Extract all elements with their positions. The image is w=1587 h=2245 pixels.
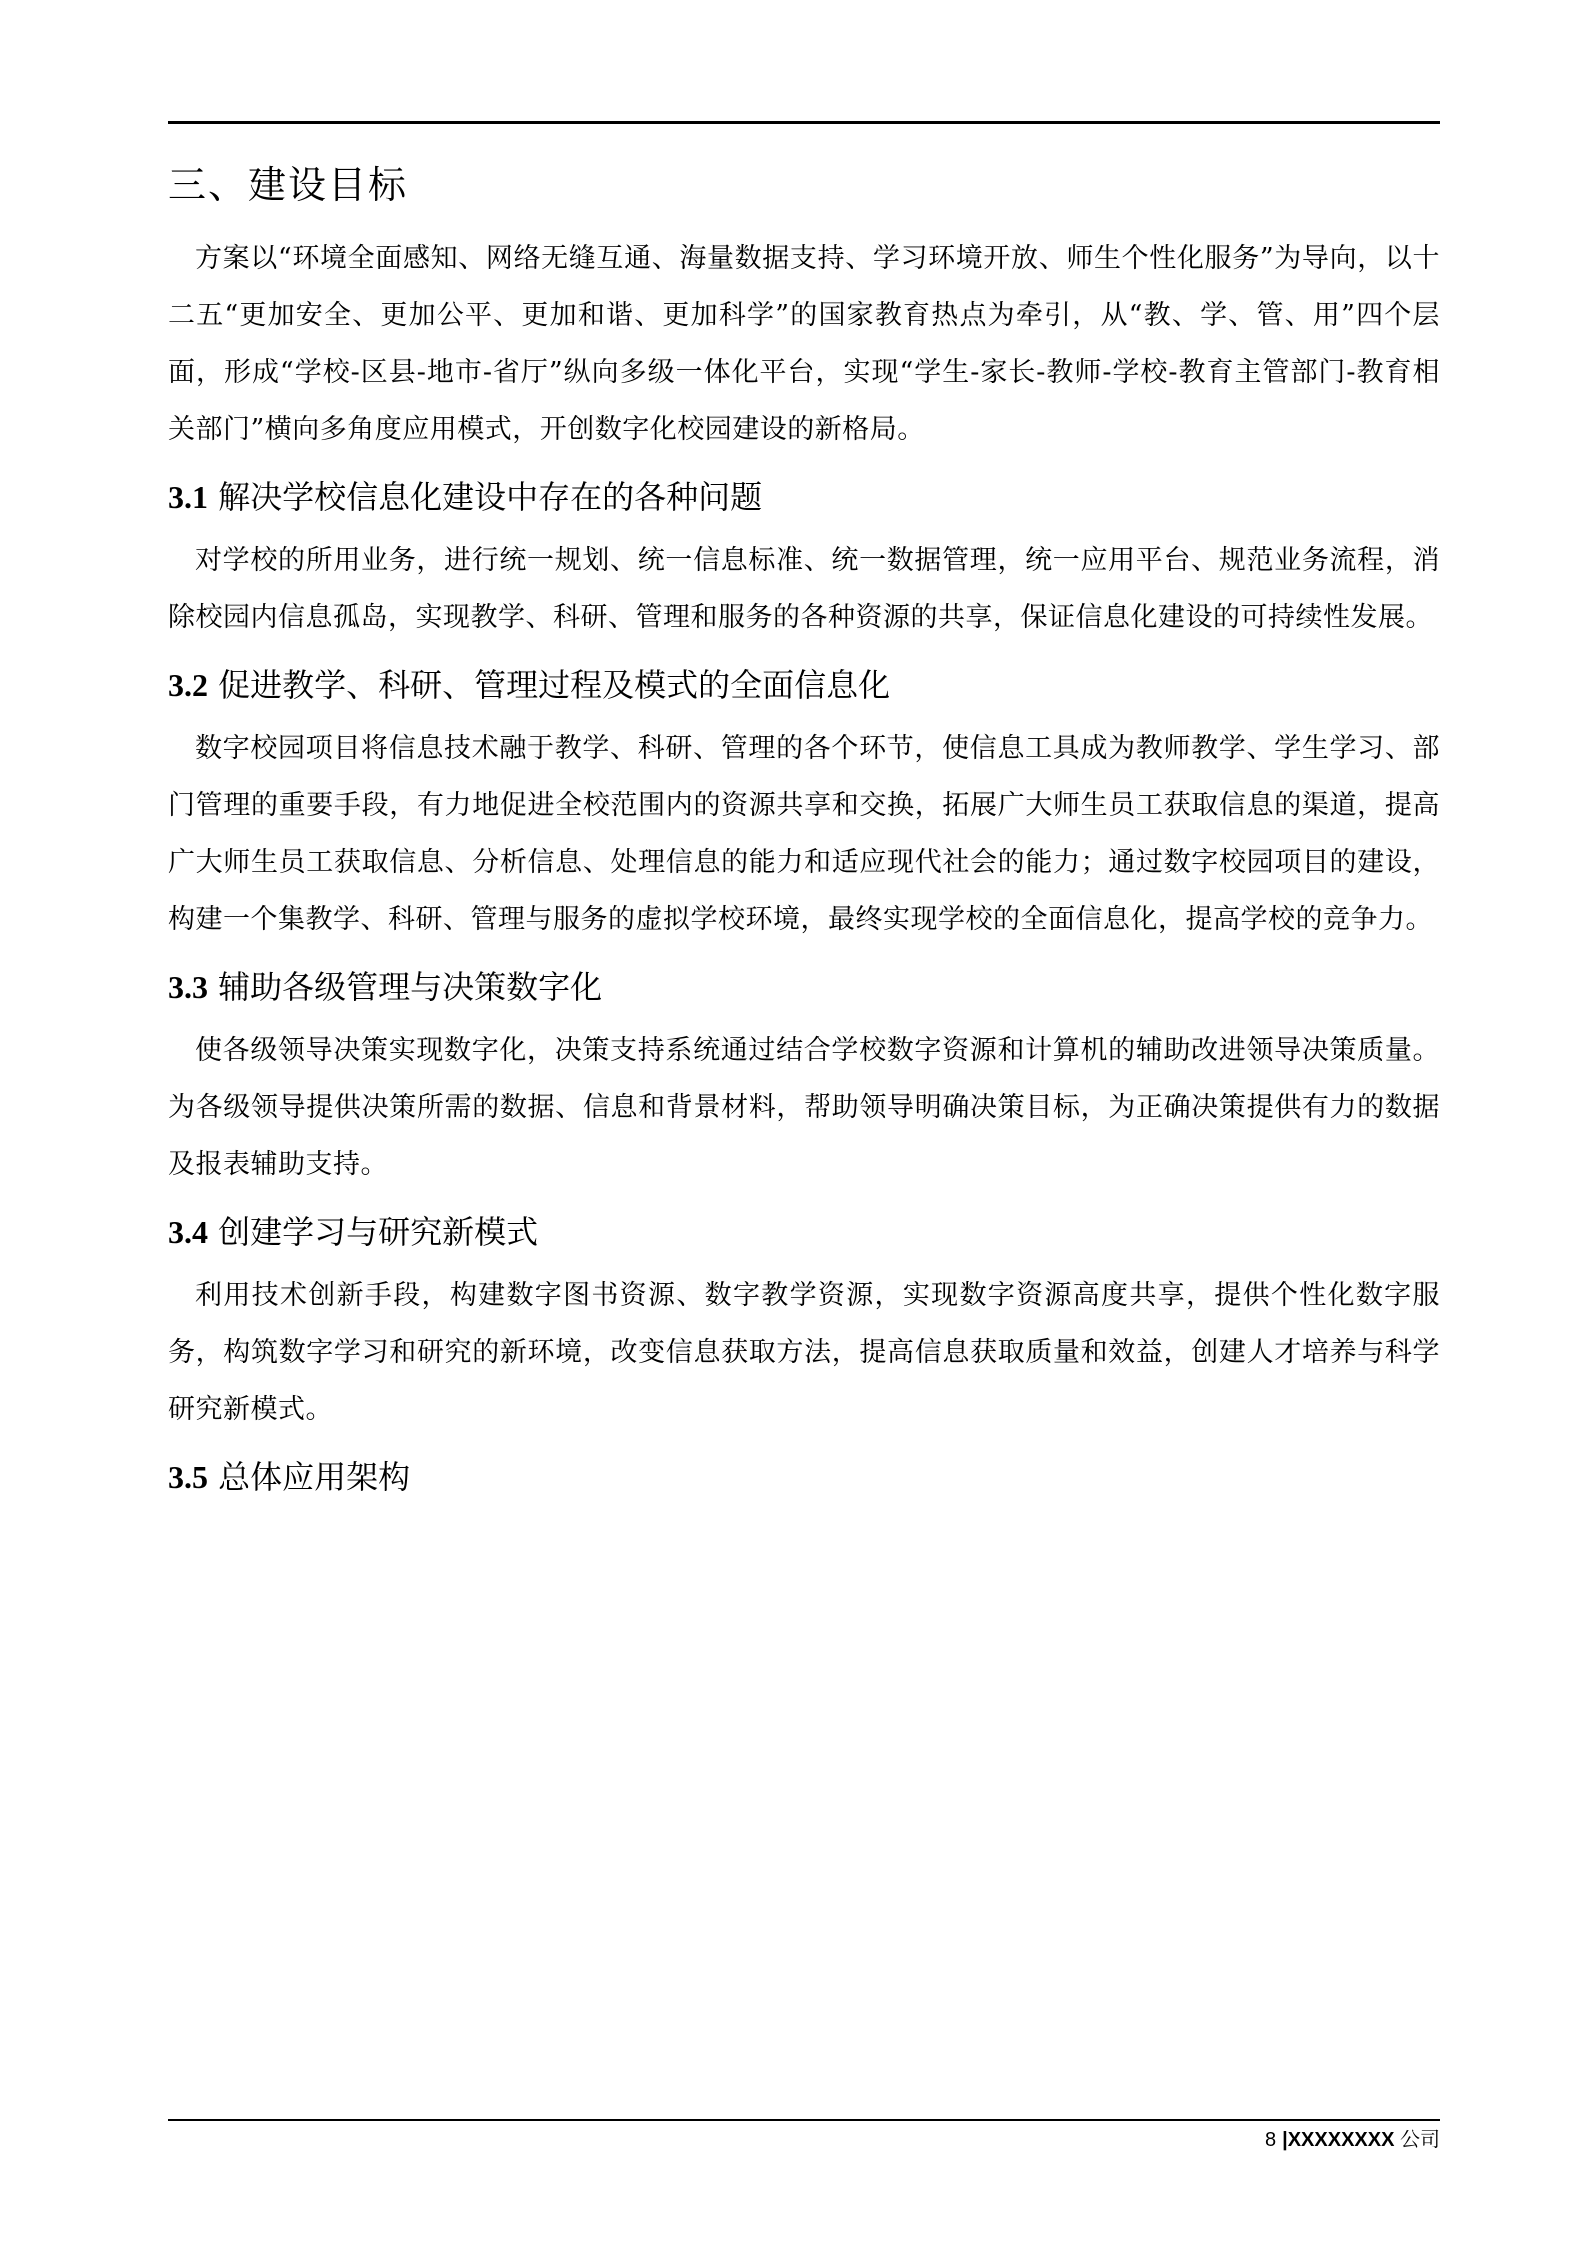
section-3-4 <box>168 1201 1440 1438</box>
section-number: 3.1 <box>168 479 208 515</box>
section-title: 总体应用架构 <box>218 1458 411 1496</box>
section-number: 3.5 <box>168 1459 208 1495</box>
company-suffix: 公司 <box>1394 2129 1440 2151</box>
page-footer <box>1265 2126 1440 2154</box>
section-heading <box>168 654 1440 716</box>
section-3-1 <box>168 466 1440 646</box>
chapter-title: 三、建设目标 <box>168 163 409 207</box>
section-body: 对学校的所用业务，进行统一规划、统一信息标准、统一数据管理，统一应用平台、规范业务流程，消除校园内信息孤岛，实现教学、科研、管理和服务的各种资源的共享，保证信息化建设的可持续性发展。 <box>168 545 1440 633</box>
company-name: XXXXXXXX <box>1287 2129 1395 2151</box>
footer-rule <box>168 2119 1440 2121</box>
section-number: 3.2 <box>168 667 208 703</box>
section-3-2 <box>168 654 1440 948</box>
section-number: 3.4 <box>168 1214 208 1250</box>
page-content <box>168 150 1440 1512</box>
section-body: 利用技术创新手段，构建数字图书资源、数字教学资源，实现数字资源高度共享，提供个性化数字服务，构筑数字学习和研究的新环境，改变信息获取方法，提高信息获取质量和效益，创建人才培养与科学研究新模式。 <box>168 1280 1440 1425</box>
section-title: 促进教学、科研、管理过程及模式的全面信息化 <box>218 666 891 704</box>
section-title: 创建学习与研究新模式 <box>218 1213 539 1251</box>
section-heading <box>168 956 1440 1018</box>
section-heading <box>168 1201 1440 1263</box>
section-body: 使各级领导决策实现数字化，决策支持系统通过结合学校数字资源和计算机的辅助改进领导决策质量。为各级领导提供决策所需的数据、信息和背景材料，帮助领导明确决策目标，为正确决策提供有力的数据及报表辅助支持。 <box>168 1035 1440 1180</box>
section-3-3 <box>168 956 1440 1193</box>
section-title: 解决学校信息化建设中存在的各种问题 <box>218 478 763 516</box>
footer-separator: | <box>1282 2129 1288 2151</box>
intro-paragraph: 方案以“环境全面感知、网络无缝互通、海量数据支持、学习环境开放、师生个性化服务”为导向，以十二五“更加安全、更加公平、更加和谐、更加科学”的国家教育热点为牵引，从“教、学、管、用”四个层面，形成“学校-区县-地市-省厅”纵向多级一体化平台，实现“学生-家长-教师-学校-教育主管部门-教育相关部门”横向多角度应用模式，开创数字化校园建设的新格局。 <box>168 243 1440 445</box>
section-3-5 <box>168 1446 1440 1508</box>
section-title: 辅助各级管理与决策数字化 <box>218 968 603 1006</box>
section-heading <box>168 1446 1440 1508</box>
page-number: 8 <box>1264 2129 1277 2151</box>
section-heading <box>168 466 1440 528</box>
header-rule <box>168 121 1440 124</box>
section-number: 3.3 <box>168 969 208 1005</box>
section-body: 数字校园项目将信息技术融于教学、科研、管理的各个环节，使信息工具成为教师教学、学生学习、部门管理的重要手段，有力地促进全校范围内的资源共享和交换，拓展广大师生员工获取信息的渠道，提高广大师生员工获取信息、分析信息、处理信息的能力和适应现代社会的能力；通过数字校园项目的建设，构建一个集教学、科研、管理与服务的虚拟学校环境，最终实现学校的全面信息化，提高学校的竞争力。 <box>168 733 1440 935</box>
